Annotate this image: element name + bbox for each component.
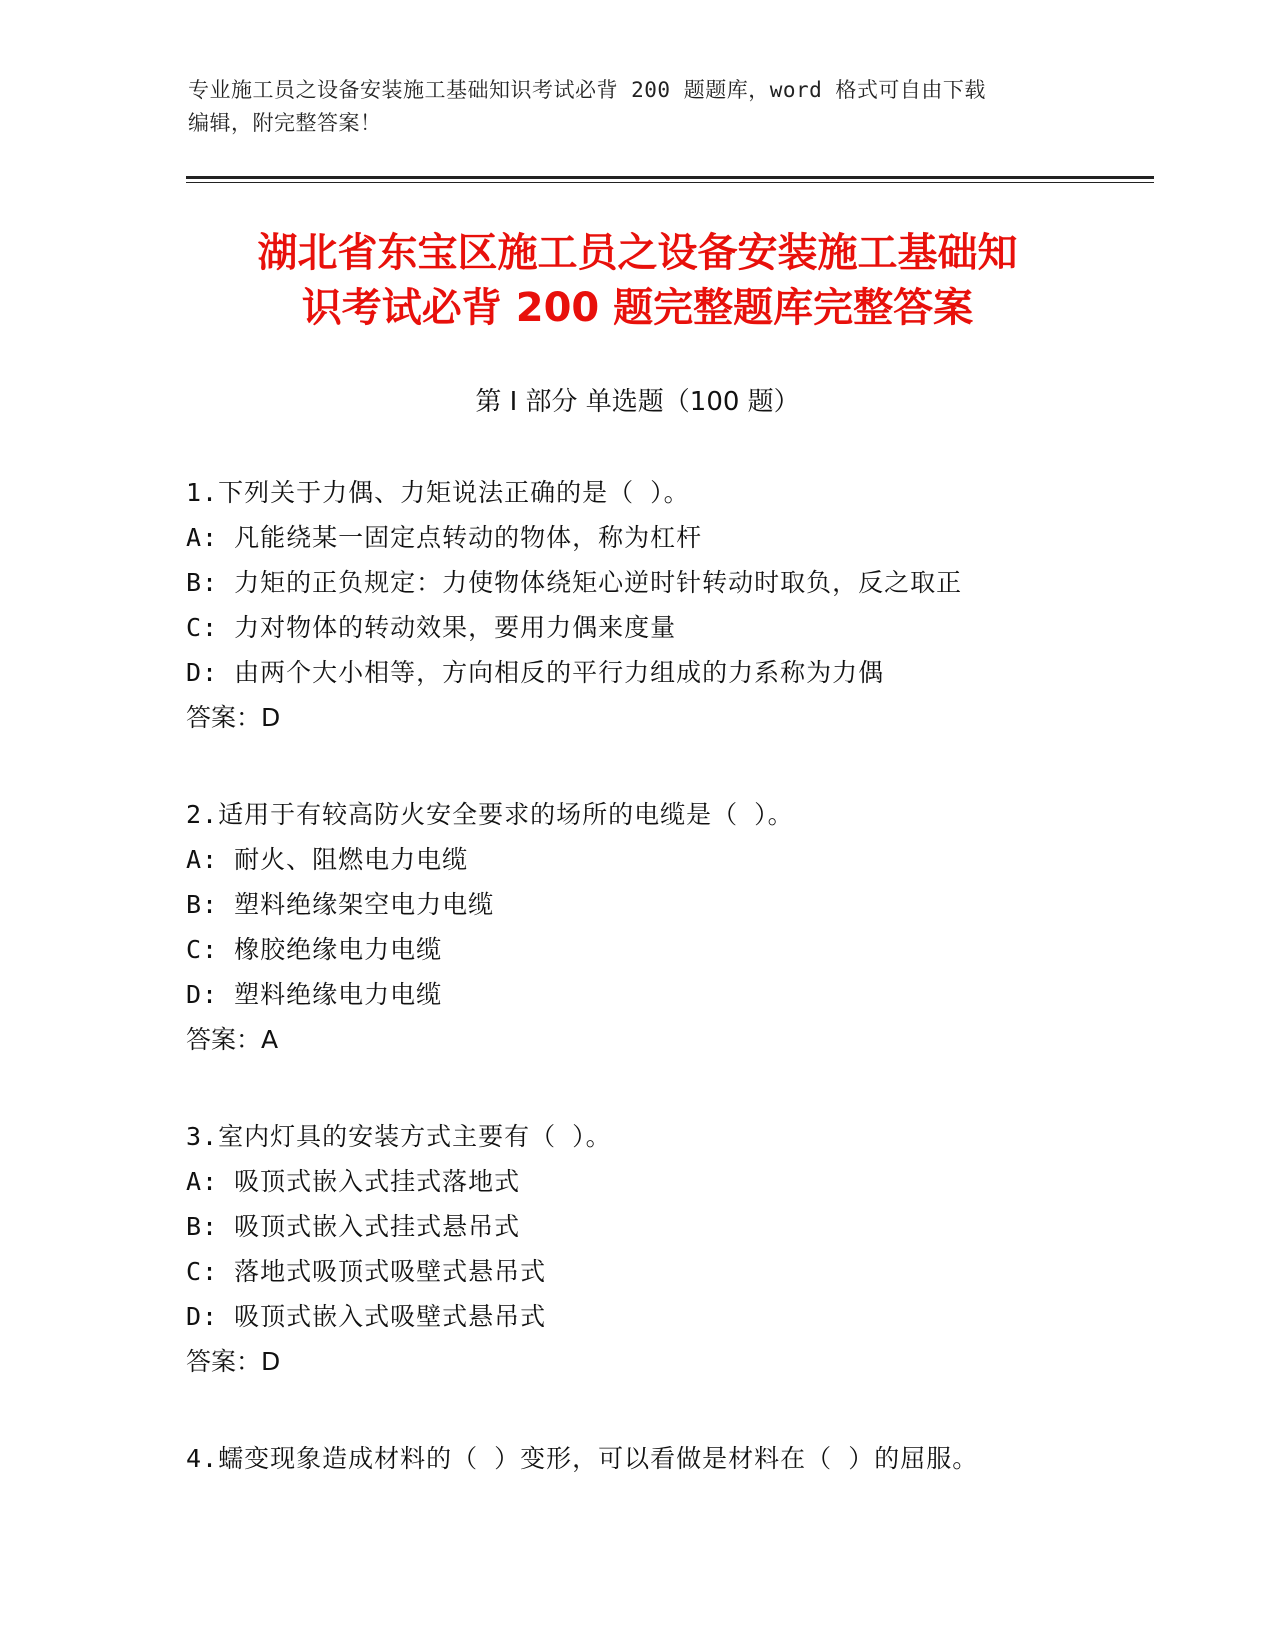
- question-3: [186, 1114, 1146, 1384]
- option-c: C: 落地式吸顶式吸壁式悬吊式: [186, 1257, 547, 1286]
- document-title-line-1: 湖北省东宝区施工员之设备安装施工基础知: [257, 230, 1018, 276]
- header-note-line-1: 专业施工员之设备安装施工基础知识考试必背 200 题题库，word 格式可自由下载: [188, 78, 986, 102]
- option-a: A: 吸顶式嵌入式挂式落地式: [186, 1167, 521, 1196]
- option-d: D: 塑料绝缘电力电缆: [186, 980, 443, 1009]
- option-a: A: 耐火、阻燃电力电缆: [186, 845, 469, 874]
- question-4: [186, 1436, 1146, 1481]
- option-b: B: 吸顶式嵌入式挂式悬吊式: [186, 1212, 521, 1241]
- question-1: [186, 470, 1146, 740]
- document-title: [150, 226, 1125, 336]
- question-stem: 3.室内灯具的安装方式主要有（ ）。: [186, 1122, 612, 1151]
- question-stem: 2.适用于有较高防火安全要求的场所的电缆是（ ）。: [186, 800, 794, 829]
- answer: 答案：A: [186, 1025, 279, 1054]
- option-b: B: 塑料绝缘架空电力电缆: [186, 890, 495, 919]
- document-title-line-2: 识考试必背 200 题完整题库完整答案: [301, 285, 974, 331]
- header-note: [188, 74, 1068, 140]
- header-note-line-2: 编辑，附完整答案！: [188, 111, 382, 135]
- question-stem: 1.下列关于力偶、力矩说法正确的是（ ）。: [186, 478, 690, 507]
- option-b: B: 力矩的正负规定：力使物体绕矩心逆时针转动时取负，反之取正: [186, 568, 963, 597]
- option-c: C: 橡胶绝缘电力电缆: [186, 935, 443, 964]
- question-stem: 4.蠕变现象造成材料的（ ）变形，可以看做是材料在（ ）的屈服。: [186, 1444, 979, 1473]
- section-heading: 第 I 部分 单选题（100 题）: [475, 387, 800, 417]
- question-2: [186, 792, 1146, 1062]
- option-a: A: 凡能绕某一固定点转动的物体，称为杠杆: [186, 523, 703, 552]
- header-divider-thick: [186, 176, 1154, 179]
- option-d: D: 吸顶式嵌入式吸壁式悬吊式: [186, 1302, 547, 1331]
- answer: 答案：D: [186, 703, 281, 732]
- question-list: [186, 470, 1146, 1533]
- answer: 答案：D: [186, 1347, 281, 1376]
- option-d: D: 由两个大小相等，方向相反的平行力组成的力系称为力偶: [186, 658, 885, 687]
- option-c: C: 力对物体的转动效果，要用力偶来度量: [186, 613, 677, 642]
- header-divider-thin: [186, 182, 1154, 183]
